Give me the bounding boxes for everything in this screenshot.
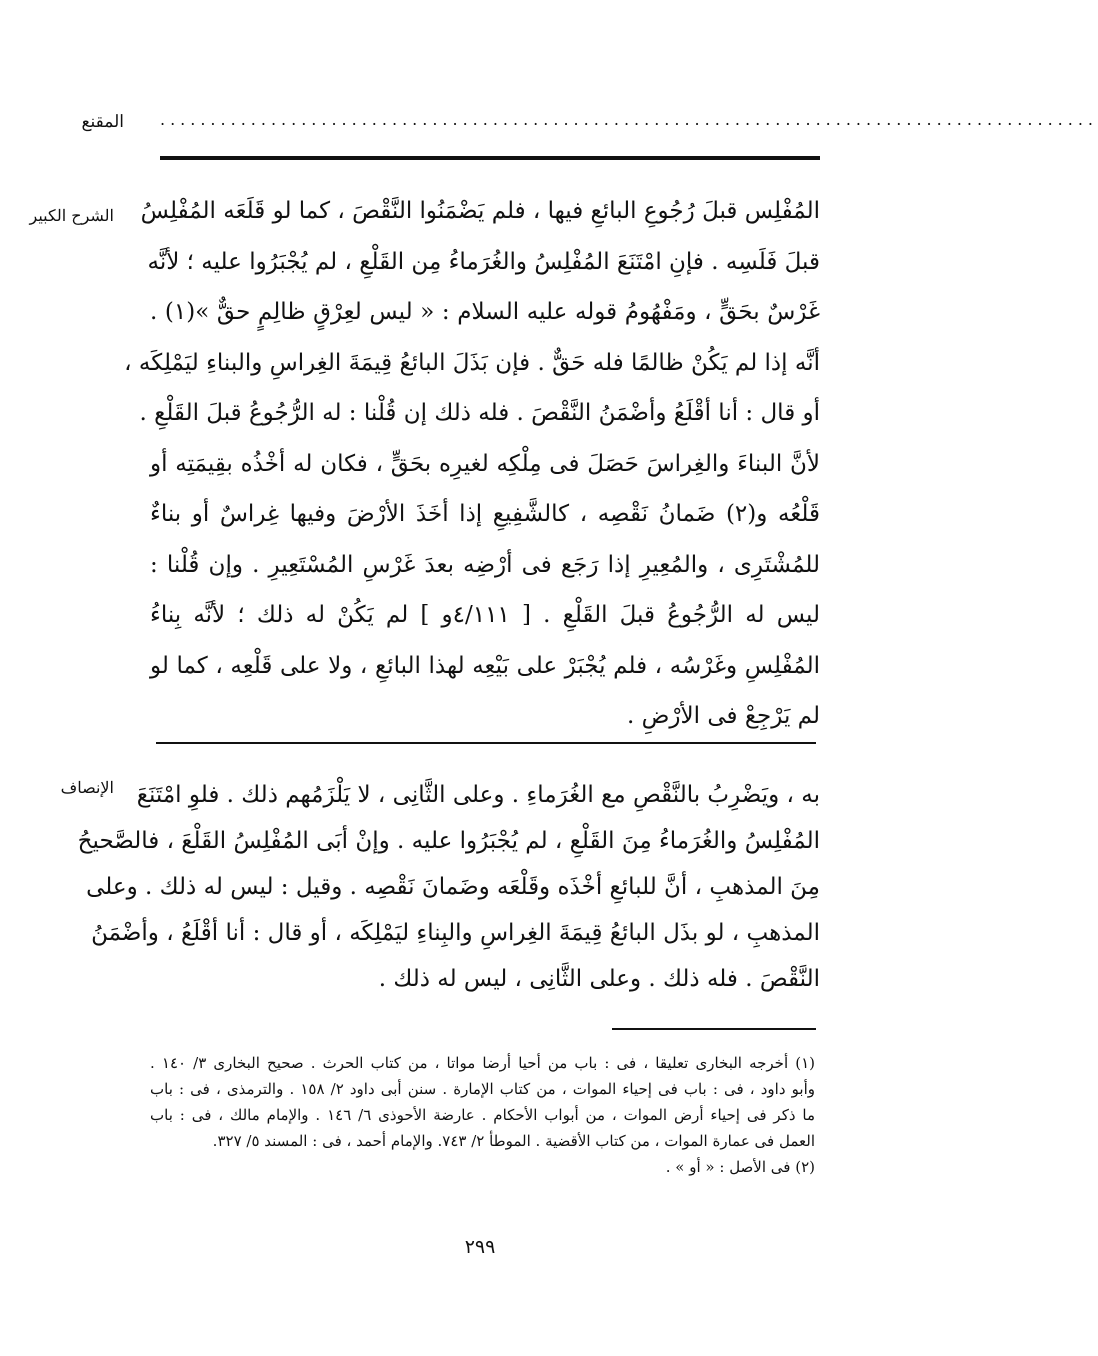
sharh-line: المُفْلِسِ وغَرْسُه ، فلم يُجْبَرْ على بَيْعِه لهذا البائعِ ، ولا على قَلْعِه ، كما لو (150, 652, 820, 679)
insaf-line: به ، ويَضْرِبُ بالنَّقْصِ مع الغُرَماءِ . وعلى الثَّانِى ، لا يَلْزَمُهم ذلك . فلوِ امْتَنَعَ (136, 782, 820, 808)
footnote-line: العمل فى عمارة الموات ، من كتاب الأقضية . الموطأ ٢/ ٧٤٣. والإمام أحمد ، فى : المسند ٥/ ٣٢٧. (212, 1132, 815, 1150)
sharh-line: لأنَّ البناءَ والغِراسَ حَصَلَ فى مِلْكِه لغيرِه بحَقٍّ ، فكان له أخْذُه بقِيمَتِه أو (150, 450, 820, 477)
sharh-line: لم يَرْجِعْ فى الأرْضِ . (626, 703, 820, 729)
footnote-line: ما ذكر فى إحياء أرض الموات ، من أبواب الأحكام . عارضة الأحوذى ٦/ ١٤٦ . والإمام مالك ، فى : باب (150, 1106, 816, 1124)
insaf-section-label: الإنصاف (60, 778, 114, 797)
insaf-line: مِنَ المذهبِ ، أنَّ للبائعِ أخْذَه وقَلْعَه وضَمانَ نَقْصِه . وقيل : ليس له ذلك . وعلى (86, 874, 820, 900)
sharh-line: المُفْلِس قبلَ رُجُوعِ البائعِ فيها ، فلم يَضْمَنُوا النَّقْصَ ، كما لو قَلَعَه المُفْلِسُ (140, 198, 820, 224)
page-number: ٢٩٩ (464, 1236, 496, 1258)
footnote-line: وأبو داود ، فى : باب فى إحياء الموات ، من كتاب الإمارة . سنن أبى داود ٢/ ١٥٨ . والترمذى ، فى : باب (150, 1080, 815, 1098)
sharh-line: قَلْعُه و(٢) ضَمانُ نَقْصِه ، كالشَّفِيعِ إذا أخَذَ الأرْضَ وفيها غِراسٌ أو بناءٌ (150, 501, 820, 527)
sharh-section-label: الشرح الكبير (29, 206, 114, 225)
running-title: المقنع (81, 112, 124, 132)
section-divider (156, 742, 816, 744)
footnote-rule (612, 1028, 816, 1030)
dotted-leader: ............................................................................................. (160, 110, 1098, 129)
sharh-line: ليس له الرُّجُوعُ قبلَ القَلْعِ . [ ٤/١١١و ] لم يَكُنْ له ذلك ؛ لأنَّه بِناءُ (150, 602, 820, 628)
sharh-body (124, 186, 820, 742)
footnote-line: (٢) فى الأصل : « أو » . (665, 1158, 815, 1176)
sharh-line: أنَّه إذا لم يَكُنْ ظالمًا فله حَقٌّ . فإن بَذَلَ البائعُ قِيمَةَ الغِراسِ والبناءِ ليَمْلِكَه ، (124, 349, 820, 376)
sharh-line: غَرْسٌ بحَقٍّ ، ومَفْهُومُ قوله عليه السلام : « ليس لعِرْقٍ ظالِمٍ حقٌّ »(١) . (150, 299, 820, 325)
header-rule (160, 156, 820, 160)
sharh-line: أو قال : أنا أقْلَعُ وأضْمَنُ النَّقْصَ . فله ذلك إن قُلْنا : له الرُّجُوعُ قبلَ القَلْعِ . (139, 400, 820, 426)
insaf-line: المُفْلِسُ والغُرَماءُ مِنَ القَلْعِ ، لم يُجْبَرُوا عليه . وإنْ أبَى المُفْلِسُ القَلْعَ ، فالصَّحيحُ (77, 828, 820, 854)
footnote-line: (١) أخرجه البخارى تعليقا ، فى : باب من أحيا أرضا مواتا ، من كتاب الحرث . صحيح البخارى ٣/ ١٤٠ . (150, 1054, 815, 1072)
sharh-line: قبلَ فَلَسِه . فإنِ امْتَنَعَ المُفْلِسُ والغُرَماءُ مِن القَلْعِ ، لم يُجْبَرُوا عليه ؛ لأنَّه (147, 248, 820, 275)
sharh-line: للمُشْتَرِى ، والمُعِيرِ إذا رَجَع فى أرْضِه بعدَ غَرْسِ المُسْتَعِيرِ . وإن قُلْنا : (150, 551, 820, 578)
insaf-line: النَّقْصَ . فله ذلك . وعلى الثَّانِى ، ليس له ذلك . (378, 966, 820, 992)
insaf-line: المذهبِ ، لو بذَل البائعُ قِيمَةَ الغِراسِ والبِناءِ ليَمْلِكَه ، أو قال : أنا أقْلَعُ ، وأضْمَنُ (91, 920, 820, 946)
footnotes (150, 1050, 815, 1180)
